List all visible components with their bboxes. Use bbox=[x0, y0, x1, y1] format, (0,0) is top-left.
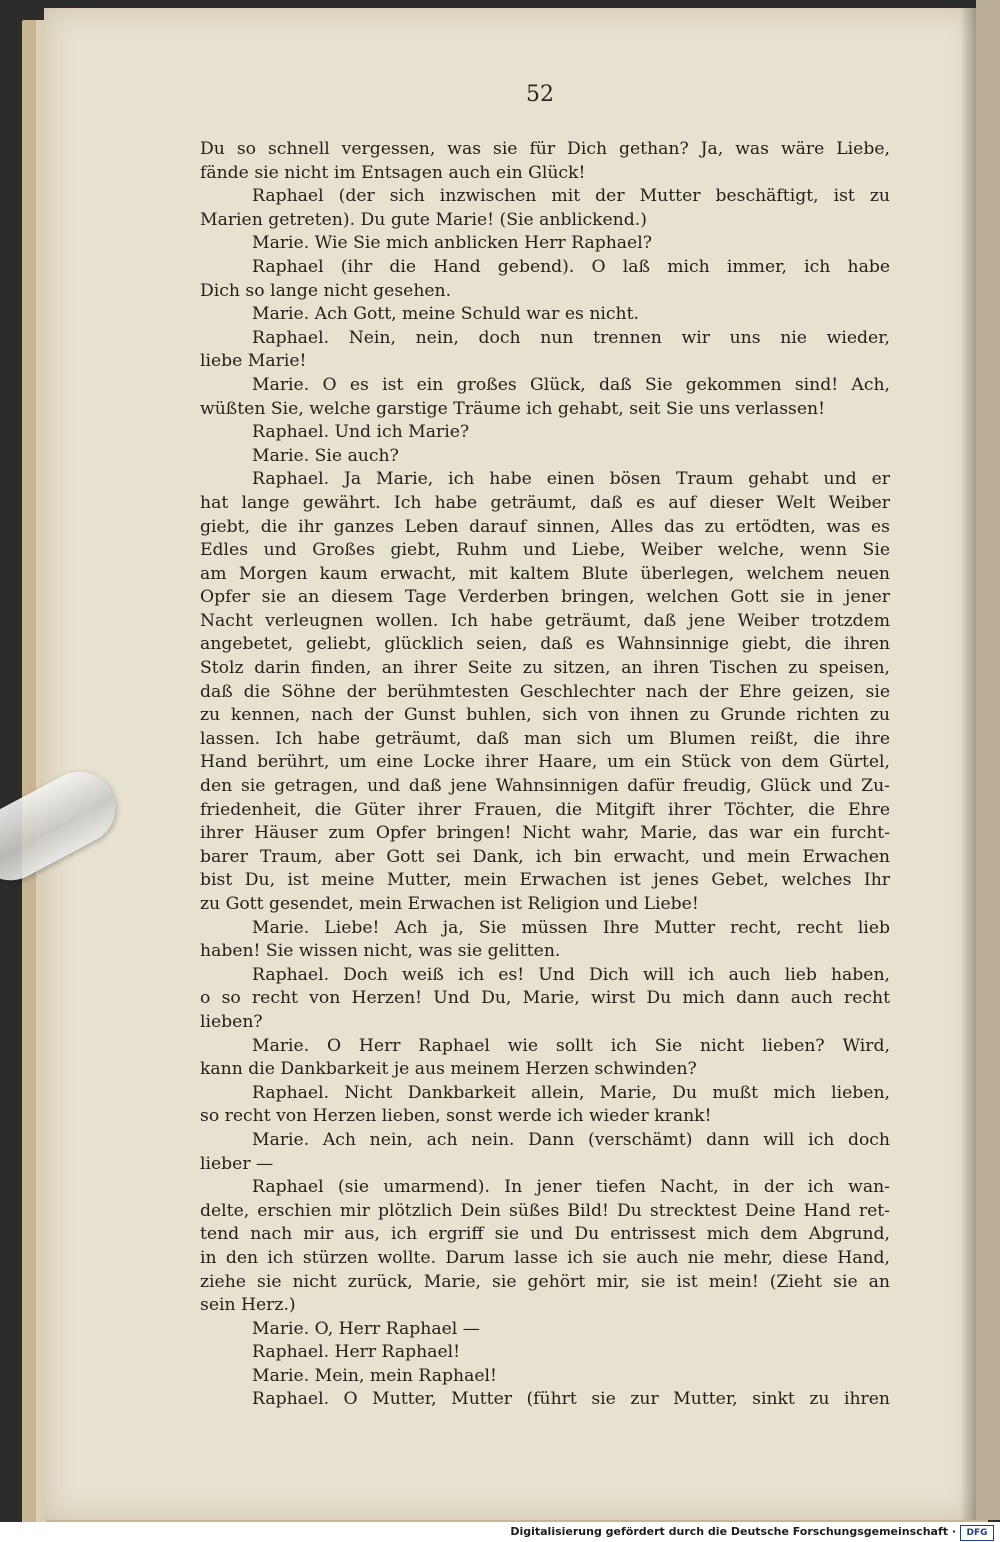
text-line: am Morgen kaum erwacht, mit kaltem Blute überlegen, welchem neuen bbox=[200, 563, 890, 584]
next-page-edge bbox=[976, 0, 1000, 1520]
text-line: zu kennen, nach der Gunst buhlen, sich von ihnen zu Grunde richten zu bbox=[200, 705, 890, 726]
text-line: sein Herz.) bbox=[200, 1295, 296, 1316]
text-line: lassen. Ich habe geträumt, daß man sich um Blumen reißt, die ihre bbox=[200, 728, 890, 749]
text-line: zu Gott gesendet, mein Erwachen ist Religion und Liebe! bbox=[200, 894, 699, 914]
text-line: Raphael (sie umarmend). In jener tiefen Nacht, in der ich wan- bbox=[252, 1177, 890, 1198]
text-line: kann die Dankbarkeit je aus meinem Herzen schwinden? bbox=[200, 1059, 697, 1080]
text-line: Nacht verleugnen wollen. Ich habe geträumt, daß jene Weiber trotzdem bbox=[200, 610, 890, 631]
text-line: angebetet, geliebt, glücklich seien, daß es Wahnsinnige giebt, die ihren bbox=[200, 634, 890, 655]
text-line: Dich so lange nicht gesehen. bbox=[200, 280, 452, 301]
text-line: Stolz darin finden, an ihrer Seite zu sitzen, an ihren Tischen zu speisen, bbox=[200, 658, 890, 679]
text-line: haben! Sie wissen nicht, was sie gelitten. bbox=[200, 941, 561, 962]
text-line: Marie. O es ist ein großes Glück, daß Sie gekommen sind! Ach, bbox=[252, 374, 890, 395]
text-line: Marie. Mein, mein Raphael! bbox=[252, 1365, 497, 1386]
gutter-shadow bbox=[960, 8, 976, 1520]
text-line: hat lange gewährt. Ich habe geträumt, daß es auf dieser Welt Weiber bbox=[200, 492, 890, 513]
digitization-footer bbox=[0, 1522, 1000, 1542]
text-line: Hand berührt, um eine Locke ihrer Haare, um ein Stück von dem Gürtel, bbox=[200, 752, 890, 773]
page-number: 52 bbox=[526, 82, 554, 107]
text-line: Raphael. Nein, nein, doch nun trennen wir uns nie wieder, bbox=[252, 327, 890, 348]
text-line: lieben? bbox=[200, 1011, 263, 1032]
text-line: ziehe sie nicht zurück, Marie, sie gehört mir, sie ist mein! (Zieht sie an bbox=[200, 1271, 890, 1292]
text-line: Du so schnell vergessen, was sie für Dich gethan? Ja, was wäre Liebe, bbox=[200, 139, 890, 159]
dfg-logo: DFG bbox=[960, 1525, 994, 1541]
text-line: lieber — bbox=[200, 1153, 274, 1174]
text-line: Marie. Liebe! Ach ja, Sie müssen Ihre Mutter recht, recht lieb bbox=[252, 917, 890, 938]
text-line: Raphael. Doch weiß ich es! Und Dich will ich auch lieb haben, bbox=[252, 964, 890, 985]
text-line: den sie getragen, und daß jene Wahnsinnigen dafür freudig, Glück und Zu- bbox=[200, 776, 890, 797]
text-line: Marie. Sie auch? bbox=[252, 445, 399, 466]
text-line: liebe Marie! bbox=[200, 351, 307, 372]
text-line: barer Traum, aber Gott sei Dank, ich bin erwacht, und mein Erwachen bbox=[200, 846, 890, 867]
text-line: Raphael. Herr Raphael! bbox=[252, 1342, 461, 1363]
text-line: wüßten Sie, welche garstige Träume ich gehabt, seit Sie uns verlassen! bbox=[200, 398, 826, 419]
text-line: Marie. Ach nein, ach nein. Dann (verschämt) dann will ich doch bbox=[252, 1129, 890, 1150]
text-line: Raphael (der sich inzwischen mit der Mutter beschäftigt, ist zu bbox=[252, 186, 890, 207]
text-line: daß die Söhne der berühmtesten Geschlechter nach der Ehre geizen, sie bbox=[200, 681, 890, 702]
text-line: ihrer Häuser zum Opfer bringen! Nicht wahr, Marie, das war ein furcht- bbox=[200, 823, 890, 844]
page-text-body bbox=[200, 138, 890, 1412]
text-line: Marie. O, Herr Raphael — bbox=[252, 1318, 480, 1339]
text-line: bist Du, ist meine Mutter, mein Erwachen ist jenes Gebet, welches Ihr bbox=[200, 870, 890, 891]
text-line: Marie. Wie Sie mich anblicken Herr Raphael? bbox=[252, 233, 652, 254]
text-line: Raphael. Ja Marie, ich habe einen bösen Traum gehabt und er bbox=[252, 469, 890, 490]
text-line: o so recht von Herzen! Und Du, Marie, wirst Du mich dann auch recht bbox=[200, 988, 890, 1009]
text-line: so recht von Herzen lieben, sonst werde ich wieder krank! bbox=[200, 1106, 712, 1127]
text-line: delte, erschien mir plötzlich Dein süßes Bild! Du strecktest Deine Hand ret- bbox=[200, 1200, 890, 1221]
text-line: friedenheit, die Güter ihrer Frauen, die Mitgift ihrer Töchter, die Ehre bbox=[200, 799, 890, 820]
text-line: Marie. O Herr Raphael wie sollt ich Sie nicht lieben? Wird, bbox=[252, 1035, 890, 1056]
text-line: Raphael (ihr die Hand gebend). O laß mich immer, ich habe bbox=[252, 256, 890, 277]
text-line: Edles und Großes giebt, Ruhm und Liebe, Weiber welche, wenn Sie bbox=[200, 540, 890, 561]
text-line: Raphael. Nicht Dankbarkeit allein, Marie, Du mußt mich lieben, bbox=[252, 1082, 890, 1103]
text-line: giebt, die ihr ganzes Leben darauf sinnen, Alles das zu ertödten, was es bbox=[200, 516, 890, 537]
text-line: in den ich stürzen wollte. Darum lasse ich sie auch nie mehr, diese Hand, bbox=[200, 1247, 890, 1268]
text-line: tend nach mir aus, ich ergriff sie und Du entrissest mich dem Abgrund, bbox=[200, 1224, 890, 1245]
footer-credit: Digitalisierung gefördert durch die Deutsche Forschungsgemeinschaft · bbox=[510, 1525, 956, 1538]
text-line: Opfer sie an diesem Tage Verderben bringen, welchen Gott sie in jener bbox=[200, 587, 890, 608]
text-line: Raphael. Und ich Marie? bbox=[252, 422, 470, 443]
text-line: Raphael. O Mutter, Mutter (führt sie zur Mutter, sinkt zu ihren bbox=[252, 1389, 890, 1410]
text-line: Marien getreten). Du gute Marie! (Sie anblickend.) bbox=[200, 209, 647, 230]
text-line: Marie. Ach Gott, meine Schuld war es nicht. bbox=[252, 304, 639, 325]
text-line: fände sie nicht im Entsagen auch ein Glück! bbox=[200, 162, 586, 183]
